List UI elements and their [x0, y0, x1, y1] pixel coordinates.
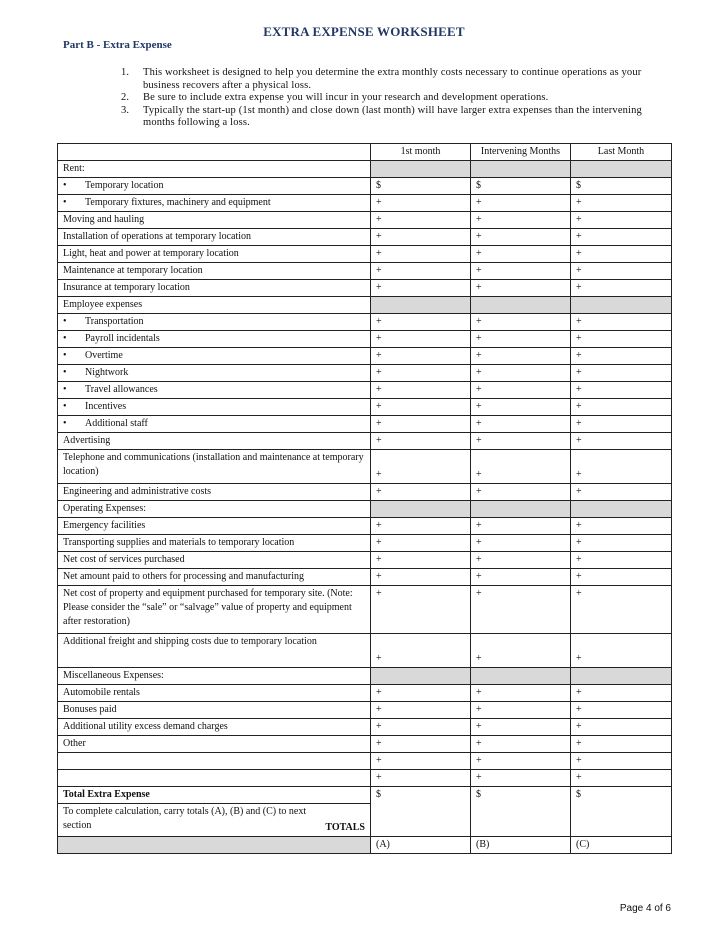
table-row: [58, 535, 672, 552]
total-amount-cell[interactable]: $: [471, 787, 571, 837]
row-label: [58, 297, 371, 314]
amount-cell[interactable]: +: [471, 348, 571, 365]
amount-cell[interactable]: +: [371, 229, 471, 246]
row-label-text: Net amount paid to others for processing and manufacturing: [63, 571, 305, 582]
row-label: [58, 331, 371, 348]
amount-cell[interactable]: +: [371, 753, 471, 770]
row-label-text: Telephone and communications (installation and maintenance at temporary location): [63, 452, 364, 477]
amount-cell[interactable]: +: [571, 416, 672, 433]
amount-cell[interactable]: +: [571, 331, 672, 348]
amount-cell[interactable]: +: [571, 433, 672, 450]
amount-cell[interactable]: +: [371, 263, 471, 280]
amount-cell[interactable]: +: [571, 586, 672, 634]
table-row: [58, 736, 672, 753]
row-label-text: Bonuses paid: [63, 704, 117, 715]
amount-cell[interactable]: +: [571, 719, 672, 736]
row-label: [58, 634, 371, 668]
table-row: [58, 501, 672, 518]
row-label: [58, 552, 371, 569]
row-label-text: Additional staff: [85, 418, 148, 429]
amount-cell[interactable]: +: [571, 229, 672, 246]
table-body: [58, 144, 672, 854]
table-row: [58, 212, 672, 229]
row-label-text: Payroll incidentals: [85, 333, 160, 344]
amount-cell: [471, 161, 571, 178]
bullet-icon: •: [63, 333, 67, 344]
amount-cell[interactable]: +: [571, 634, 672, 668]
amount-cell[interactable]: +: [471, 719, 571, 736]
total-amount-cell[interactable]: $: [371, 787, 471, 837]
row-label: [58, 416, 371, 433]
amount-cell[interactable]: +: [571, 263, 672, 280]
amount-cell[interactable]: +: [471, 518, 571, 535]
table-row: [58, 348, 672, 365]
row-label: [58, 719, 371, 736]
table-row: [58, 178, 672, 195]
row-label: [58, 450, 371, 484]
table-row: [58, 668, 672, 685]
amount-cell[interactable]: +: [471, 365, 571, 382]
totals-label: TOTALS: [325, 822, 365, 833]
instructions-list: [115, 67, 675, 130]
row-label-text: Automobile rentals: [63, 687, 140, 698]
amount-cell[interactable]: +: [371, 212, 471, 229]
amount-cell[interactable]: +: [371, 685, 471, 702]
amount-cell: [371, 297, 471, 314]
amount-cell[interactable]: +: [571, 685, 672, 702]
amount-cell[interactable]: +: [471, 685, 571, 702]
row-label-text: Engineering and administrative costs: [63, 486, 212, 497]
amount-cell[interactable]: +: [371, 416, 471, 433]
amount-cell[interactable]: +: [371, 280, 471, 297]
row-label-text: Light, heat and power at temporary location: [63, 248, 239, 259]
table-row: [58, 280, 672, 297]
table-row: [58, 399, 672, 416]
bullet-icon: •: [63, 401, 67, 412]
bullet-icon: •: [63, 350, 67, 361]
bullet-icon: •: [63, 316, 67, 327]
row-label: [58, 753, 371, 770]
amount-cell[interactable]: +: [471, 634, 571, 668]
amount-cell[interactable]: $: [471, 178, 571, 195]
amount-cell[interactable]: +: [371, 450, 471, 484]
row-label: [58, 212, 371, 229]
row-label: [58, 399, 371, 416]
table-row: [58, 719, 672, 736]
amount-cell[interactable]: +: [471, 331, 571, 348]
section-subtitle: Part B - Extra Expense: [63, 39, 172, 51]
row-label: [58, 685, 371, 702]
amount-cell[interactable]: +: [571, 484, 672, 501]
amount-cell: [571, 501, 672, 518]
instruction-item: [115, 92, 675, 105]
totals-blank-cell: [58, 837, 371, 854]
bullet-icon: •: [63, 384, 67, 395]
row-label: [58, 229, 371, 246]
amount-cell[interactable]: +: [471, 382, 571, 399]
table-row: [58, 382, 672, 399]
table-row: [58, 297, 672, 314]
row-label: [58, 518, 371, 535]
row-label: [58, 736, 371, 753]
amount-cell[interactable]: +: [471, 535, 571, 552]
amount-cell[interactable]: +: [471, 212, 571, 229]
amount-cell[interactable]: +: [571, 399, 672, 416]
amount-cell[interactable]: +: [471, 263, 571, 280]
row-label: [58, 382, 371, 399]
amount-cell[interactable]: +: [471, 736, 571, 753]
row-label: [58, 535, 371, 552]
row-label-text: Additional freight and shipping costs due to temporary location: [63, 636, 317, 647]
header-blank-cell: [58, 144, 371, 161]
amount-cell[interactable]: +: [471, 702, 571, 719]
amount-cell[interactable]: $: [571, 178, 672, 195]
row-label-text: Net cost of services purchased: [63, 554, 185, 565]
table-row: [58, 314, 672, 331]
row-label-text: Insurance at temporary location: [63, 282, 190, 293]
amount-cell[interactable]: +: [571, 280, 672, 297]
carry-note-text: To complete calculation, carry totals (A), (B) and (C) to next section: [63, 806, 307, 831]
amount-cell[interactable]: +: [371, 399, 471, 416]
total-row: [58, 787, 672, 804]
table-row: [58, 702, 672, 719]
amount-cell[interactable]: +: [371, 586, 471, 634]
amount-cell[interactable]: +: [471, 246, 571, 263]
row-label: [58, 668, 371, 685]
row-label-text: Temporary location: [85, 180, 164, 191]
instruction-text: Be sure to include extra expense you will incur in your research and development operations.: [143, 92, 549, 104]
amount-cell[interactable]: +: [571, 770, 672, 787]
table-row: [58, 450, 672, 484]
row-label-text: Nightwork: [85, 367, 129, 378]
amount-cell[interactable]: +: [371, 569, 471, 586]
amount-cell[interactable]: +: [471, 280, 571, 297]
amount-cell: [571, 297, 672, 314]
amount-cell[interactable]: +: [571, 552, 672, 569]
amount-cell[interactable]: +: [371, 331, 471, 348]
amount-cell: [571, 161, 672, 178]
amount-cell: [471, 668, 571, 685]
row-label-text: Incentives: [85, 401, 127, 412]
table-row: [58, 331, 672, 348]
amount-cell[interactable]: +: [371, 736, 471, 753]
row-label: [58, 178, 371, 195]
amount-cell[interactable]: +: [371, 770, 471, 787]
row-label-text: Overtime: [85, 350, 123, 361]
table-row: [58, 195, 672, 212]
row-label: [58, 586, 371, 634]
amount-cell[interactable]: +: [471, 586, 571, 634]
amount-cell[interactable]: +: [471, 569, 571, 586]
amount-cell[interactable]: +: [471, 450, 571, 484]
row-label-text: Travel allowances: [85, 384, 158, 395]
table-row: [58, 770, 672, 787]
row-label-text: Miscellaneous Expenses:: [63, 670, 164, 681]
row-label-text: Transportation: [85, 316, 144, 327]
amount-cell[interactable]: +: [471, 195, 571, 212]
column-header: 1st month: [371, 144, 471, 161]
row-label: [58, 280, 371, 297]
amount-cell[interactable]: +: [371, 484, 471, 501]
amount-cell[interactable]: +: [571, 212, 672, 229]
amount-cell[interactable]: +: [471, 484, 571, 501]
table-row: [58, 586, 672, 634]
table-row: [58, 365, 672, 382]
amount-cell[interactable]: +: [471, 399, 571, 416]
bullet-icon: •: [63, 197, 67, 208]
amount-cell[interactable]: +: [371, 702, 471, 719]
amount-cell[interactable]: +: [571, 569, 672, 586]
amount-cell[interactable]: +: [571, 314, 672, 331]
amount-cell[interactable]: +: [371, 365, 471, 382]
table-row: [58, 552, 672, 569]
row-label-text: Transporting supplies and materials to temporary location: [63, 537, 295, 548]
instruction-number: 1.: [121, 67, 130, 78]
amount-cell[interactable]: +: [471, 416, 571, 433]
row-label: [58, 348, 371, 365]
row-label-text: Operating Expenses:: [63, 503, 147, 514]
row-label: [58, 246, 371, 263]
amount-cell[interactable]: +: [371, 535, 471, 552]
bullet-icon: •: [63, 180, 67, 191]
amount-cell[interactable]: +: [571, 753, 672, 770]
amount-cell: [371, 501, 471, 518]
bullet-icon: •: [63, 418, 67, 429]
total-letter-cell: (B): [471, 837, 571, 854]
table-row: [58, 634, 672, 668]
total-letter-cell: (A): [371, 837, 471, 854]
row-label-text: Maintenance at temporary location: [63, 265, 203, 276]
table-row: [58, 753, 672, 770]
amount-cell[interactable]: +: [571, 518, 672, 535]
instruction-number: 3.: [121, 104, 130, 116]
table-row: [58, 685, 672, 702]
amount-cell[interactable]: +: [471, 314, 571, 331]
total-label: Total Extra Expense: [58, 787, 371, 804]
amount-cell[interactable]: +: [471, 753, 571, 770]
instruction-text: Typically the start-up (1st month) and close down (last month) will have larger extra expenses than the intervening months following a loss.: [143, 104, 642, 129]
totals-letter-row: [58, 837, 672, 854]
row-label: [58, 365, 371, 382]
amount-cell[interactable]: +: [571, 736, 672, 753]
amount-cell[interactable]: +: [571, 702, 672, 719]
table-row: [58, 229, 672, 246]
instruction-number: 2.: [121, 92, 130, 104]
row-label: [58, 702, 371, 719]
table-row: [58, 263, 672, 280]
amount-cell[interactable]: +: [371, 433, 471, 450]
row-label-text: Emergency facilities: [63, 520, 146, 531]
row-label: [58, 433, 371, 450]
amount-cell: [371, 161, 471, 178]
amount-cell[interactable]: +: [371, 246, 471, 263]
page-number: Page 4 of 6: [619, 903, 671, 914]
amount-cell: [471, 297, 571, 314]
amount-cell[interactable]: +: [371, 382, 471, 399]
row-label: [58, 569, 371, 586]
total-amount-cell[interactable]: $: [571, 787, 672, 837]
row-label-text: Moving and hauling: [63, 214, 145, 225]
amount-cell[interactable]: +: [371, 634, 471, 668]
total-letter-cell: (C): [571, 837, 672, 854]
row-label-text: Advertising: [63, 435, 111, 446]
amount-cell: [571, 668, 672, 685]
table-row: [58, 416, 672, 433]
row-label: [58, 314, 371, 331]
row-label: [58, 161, 371, 178]
amount-cell[interactable]: +: [571, 535, 672, 552]
amount-cell[interactable]: +: [471, 770, 571, 787]
amount-cell[interactable]: +: [571, 382, 672, 399]
amount-cell: [471, 501, 571, 518]
amount-cell[interactable]: +: [571, 195, 672, 212]
column-header: Last Month: [571, 144, 672, 161]
row-label-text: Temporary fixtures, machinery and equipment: [85, 197, 271, 208]
row-label-text: Employee expenses: [63, 299, 143, 310]
amount-cell[interactable]: $: [371, 178, 471, 195]
row-label: [58, 770, 371, 787]
row-label-text: Other: [63, 738, 86, 749]
amount-cell[interactable]: +: [371, 719, 471, 736]
amount-cell[interactable]: +: [371, 552, 471, 569]
instruction-item: [115, 105, 675, 130]
row-label-text: Rent:: [63, 163, 85, 174]
table-row: [58, 246, 672, 263]
row-label: [58, 501, 371, 518]
bullet-icon: •: [63, 367, 67, 378]
table-row: [58, 518, 672, 535]
instruction-item: [115, 67, 675, 92]
amount-cell[interactable]: +: [371, 518, 471, 535]
amount-cell[interactable]: +: [371, 348, 471, 365]
amount-cell[interactable]: +: [471, 552, 571, 569]
table-header-row: [58, 144, 672, 161]
row-label-text: Additional utility excess demand charges: [63, 721, 228, 732]
row-label: [58, 263, 371, 280]
amount-cell[interactable]: +: [371, 195, 471, 212]
table-row: [58, 569, 672, 586]
row-label: [58, 195, 371, 212]
table-row: [58, 433, 672, 450]
row-label: [58, 484, 371, 501]
carry-note-cell: [58, 804, 371, 837]
row-label-text: Installation of operations at temporary location: [63, 231, 251, 242]
column-header: Intervening Months: [471, 144, 571, 161]
amount-cell[interactable]: +: [571, 365, 672, 382]
amount-cell[interactable]: +: [571, 246, 672, 263]
amount-cell: [371, 668, 471, 685]
instruction-text: This worksheet is designed to help you determine the extra monthly costs necessary to continue operations as your business recovers after a physical loss.: [143, 67, 642, 91]
extra-expense-table: [57, 143, 672, 854]
table-row: [58, 161, 672, 178]
table-row: [58, 484, 672, 501]
row-label-text: Net cost of property and equipment purchased for temporary site. (Note: Please consider the “sale” or “salvage” value of property and equipment after restoration): [63, 588, 353, 627]
page-title: EXTRA EXPENSE WORKSHEET: [263, 24, 465, 39]
amount-cell[interactable]: +: [471, 229, 571, 246]
amount-cell[interactable]: +: [471, 433, 571, 450]
amount-cell[interactable]: +: [571, 450, 672, 484]
amount-cell[interactable]: +: [371, 314, 471, 331]
amount-cell[interactable]: +: [571, 348, 672, 365]
